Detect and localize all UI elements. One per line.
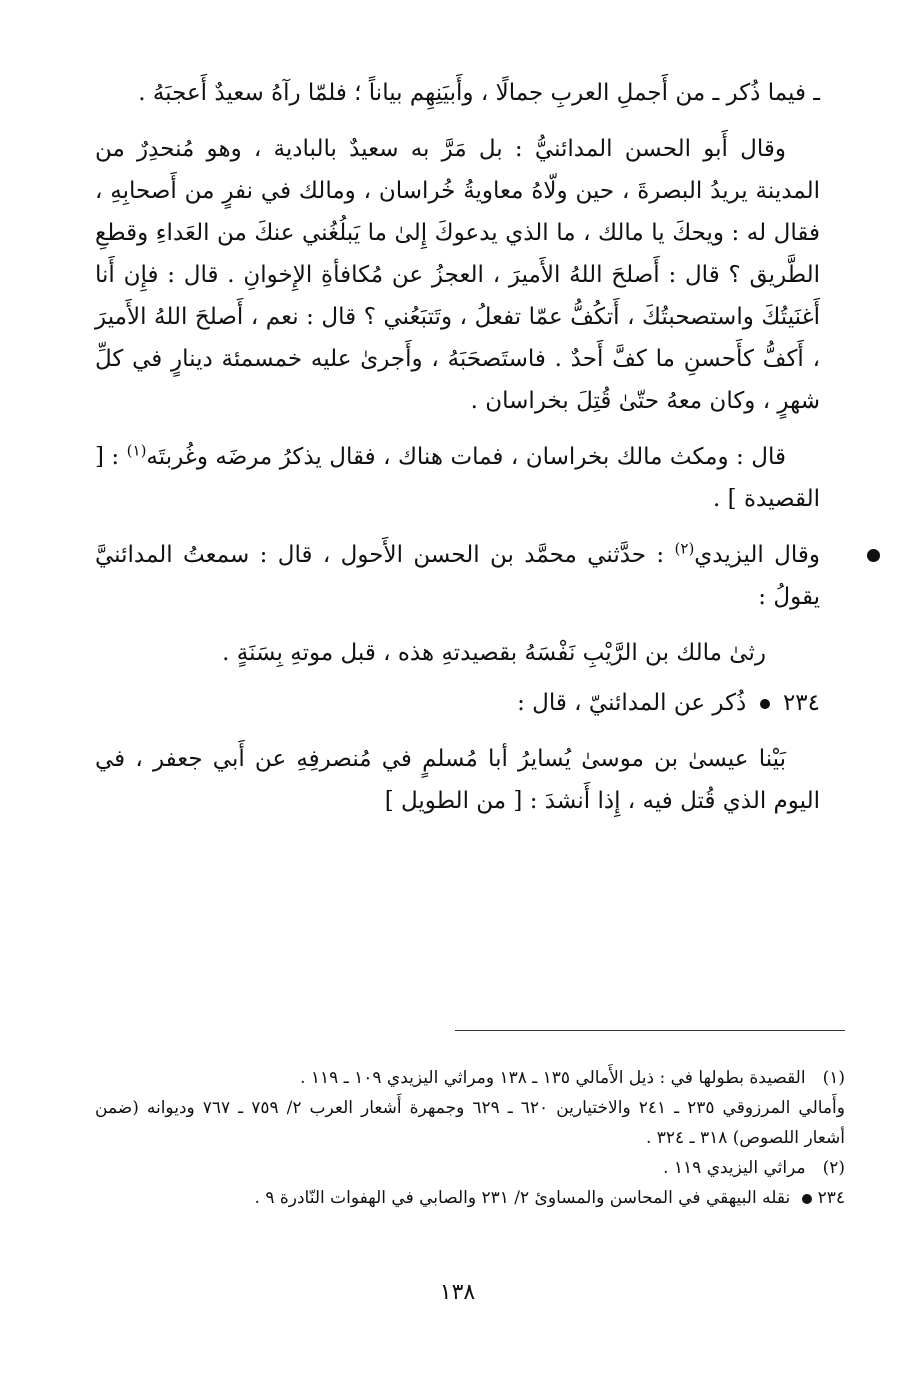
footnote-1-continued: وأَمالي المرزوقي ٢٣٥ ـ ٢٤١ والاختيارين ٦٢٠ ـ ٦٢٩ وجمهرة أَشعار العرب ٢/ ٧٥٩ ـ ٧٦٧ وديوانه (ضمن أشعار اللصوص) ٣١٨ ـ ٣٢٤ . xyxy=(95,1098,845,1148)
footnote-ref-2: (٢) xyxy=(674,539,695,558)
main-text xyxy=(95,72,820,836)
entry-bullet-icon xyxy=(760,699,770,709)
footnote-234-text: نقله البيهقي في المحاسن والمساوئ ٢/ ٢٣١ والصابي في الهفوات النّادرة ٩ . xyxy=(254,1188,791,1208)
page-number: ١٣٨ xyxy=(439,1280,476,1305)
footnote-divider xyxy=(455,1030,845,1031)
paragraph-4-text: وقال اليزيدي xyxy=(694,542,820,568)
footnote-1-mark: (١) xyxy=(822,1068,845,1088)
footnotes xyxy=(95,1063,845,1213)
footnote-2 xyxy=(95,1153,845,1183)
paragraph-5: رثىٰ مالك بن الرَّيْبِ نَفْسَهُ بقصيدتهِ هذه ، قبل موتهِ بِسَنَةٍ . xyxy=(222,640,766,666)
paragraph-3-text: قال : ومكث مالك بخراسان ، فمات هناك ، فقال يذكرُ مرضَه وغُربتَه xyxy=(146,444,786,470)
paragraph-1: ـ فيما ذُكر ـ من أَجملِ العربِ جمالًا ، وأَبيَنِهِم بياناً ؛ فلمّا رآهُ سعيدٌ أَعجبَهُ . xyxy=(138,80,820,106)
footnote-bullet-icon xyxy=(802,1194,812,1204)
footnote-ref-1: (١) xyxy=(126,441,147,460)
bullet-icon xyxy=(867,549,880,562)
paragraph-2: وقال أَبو الحسن المدائنيُّ : بل مَرَّ به سعيدٌ بالبادية ، وهو مُنحدِرٌ من المدينة يريدُ البصرةَ ، حين ولّاهُ معاويةُ خُراسان ، ومالك في نفرٍ من أَصحابِهِ ، فقال له : ويحكَ يا مالك ، ما الذي يدعوكَ إِلىٰ ما يَبلُغُني عنكَ من العَداءِ وقطعِ الطَّريق ؟ قال : أَصلحَ اللهُ الأَميرَ ، العجزُ عن مُكافأةِ الإِخوانِ . قال : فإِن أَنا أَغنَيتُكَ واستصحبتُكَ ، أَتكُفُّ عمّا تفعلُ ، وتَتبَعُني ؟ قال : نعم ، أَصلحَ اللهُ الأَميرَ ، أَكفُّ كأَحسنِ ما كفَّ أَحدٌ . فاستَصحَبَهُ ، وأَجرىٰ عليه خمسمئة دينارٍ في كلِّ شهرٍ ، وكان معهُ حتّىٰ قُتِلَ بخراسان . xyxy=(95,136,820,414)
paragraph-7: بَيْنا عيسىٰ بن موسىٰ يُسايرُ أبا مُسلمٍ في مُنصرفِهِ عن أَبي جعفر ، في اليوم الذي قُتل فيه ، إِذا أَنشدَ : [ من الطويل ] xyxy=(95,746,820,814)
footnote-2-text: مراثي اليزيدي ١١٩ . xyxy=(663,1158,806,1178)
entry-number: ٢٣٤ xyxy=(782,690,820,716)
footnote-234-number: ٢٣٤ xyxy=(817,1188,845,1208)
paragraph-4-tail: : حدَّثني محمَّد بن الحسن الأَحول ، قال : سمعتُ المدائنيَّ يقولُ : xyxy=(95,542,820,610)
entry-heading-text: ذُكر عن المدائنيّ ، قال : xyxy=(517,690,747,716)
paragraph-4 xyxy=(95,534,820,618)
footnote-1-line1: القصيدة بطولها في : ذيل الأَمالي ١٣٥ ـ ١٣٨ ومراثي اليزيدي ١٠٩ ـ ١١٩ . xyxy=(300,1068,806,1088)
footnote-1 xyxy=(95,1063,845,1093)
footnote-234 xyxy=(95,1183,845,1213)
paragraph-3-tail: : [ القصيدة ] . xyxy=(95,444,820,512)
entry-234-heading xyxy=(95,682,820,724)
footnote-2-mark: (٢) xyxy=(822,1158,845,1178)
paragraph-3 xyxy=(95,436,820,520)
